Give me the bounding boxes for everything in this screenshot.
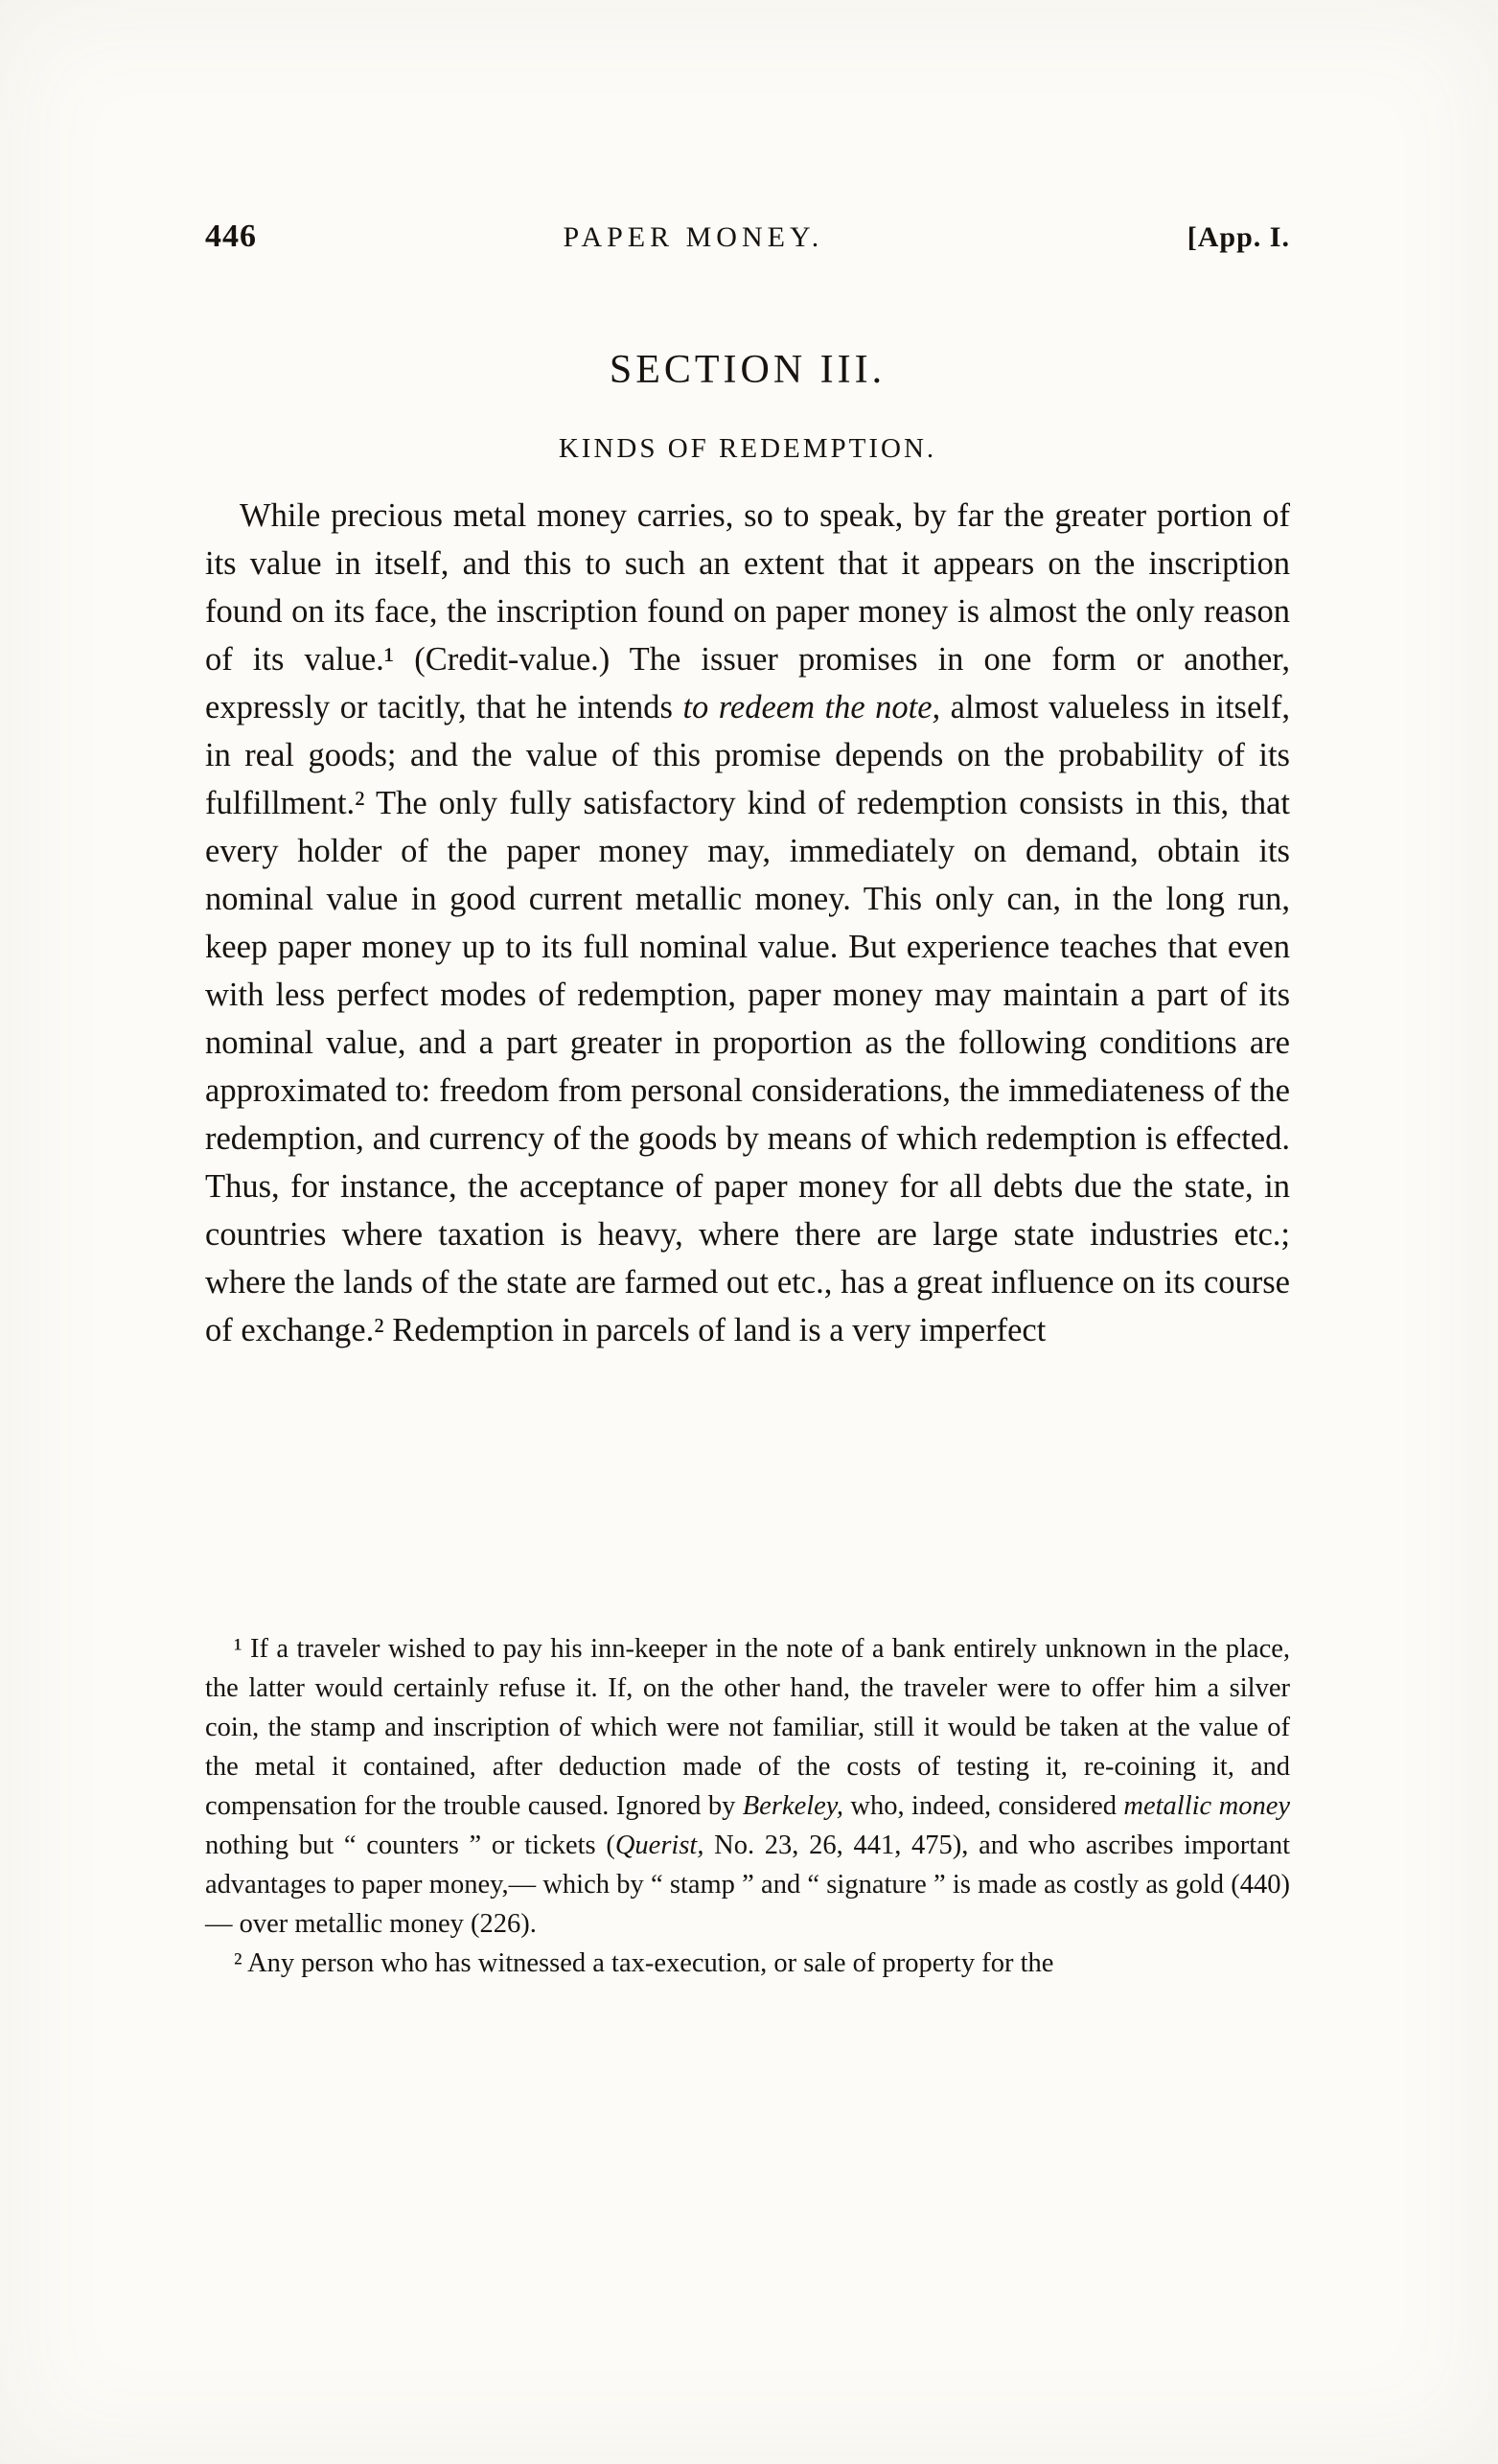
- page-number: 446: [205, 219, 257, 254]
- page-header: [205, 219, 1290, 255]
- footnote-2: ² Any person who has witnessed a tax-execution, or sale of property for the: [234, 1948, 1054, 1978]
- body-text: [205, 492, 1290, 1354]
- footnotes: [205, 1629, 1290, 1983]
- section-subtitle: KINDS OF REDEMPTION.: [558, 433, 937, 464]
- appendix-label: [App. I.: [1187, 221, 1290, 253]
- section-title: SECTION III.: [609, 348, 887, 392]
- footnote-1: ¹ If a traveler wished to pay his inn-keeper in the note of a bank entirely unknown in the place, the latter would certainly refuse it. If, on the other hand, the traveler were to offer him a silver coin, the stamp and inscription of which were not familiar, still it would be taken at the value of the metal it contained, after deduction made of the costs of testing it, re-coining it, and compensation for the trouble caused. Ignored by Berkeley, who, indeed, considered metallic money nothing but “ counters ” or tickets (Querist, No. 23, 26, 441, 475), and who ascribes important advantages to paper money,— which by “ stamp ” and “ signature ” is made as costly as gold (440)— over metallic money (226).: [205, 1634, 1291, 1939]
- body-paragraph: While precious metal money carries, so to speak, by far the greater portion of its value in itself, and this to such an extent that it appears on the inscription found on its face, the inscription found on paper money is almost the only reason of its value.¹ (Credit-value.) The issuer promises in one form or another, expressly or tacitly, that he intends to redeem the note, almost valueless in itself, in real goods; and the value of this promise depends on the probability of its fulfillment.² The only fully satisfactory kind of redemption consists in this, that every holder of the paper money may, immediately on demand, obtain its nominal value in good current metallic money. This only can, in the long run, keep paper money up to its full nominal value. But experience teaches that even with less perfect modes of redemption, paper money may maintain a part of its nominal value, and a part greater in proportion as the following conditions are approximated to: freedom from personal considerations, the immediateness of the redemption, and currency of the goods by means of which redemption is effected. Thus, for instance, the acceptance of paper money for all debts due the state, in countries where taxation is heavy, where there are large state industries etc.; where the lands of the state are farmed out etc., has a great influence on its course of exchange.² Redemption in parcels of land is a very imperfect: [205, 497, 1290, 1348]
- running-title: PAPER MONEY.: [563, 221, 824, 253]
